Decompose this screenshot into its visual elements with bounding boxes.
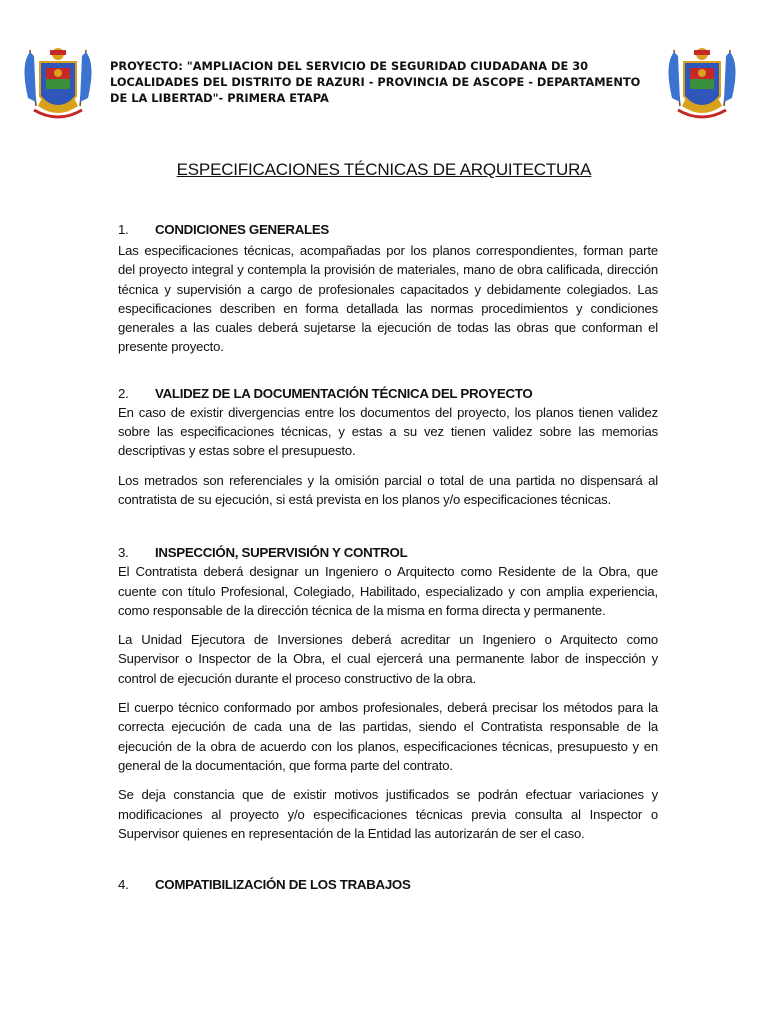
section-heading xyxy=(118,875,658,894)
document-body xyxy=(118,220,658,894)
coat-of-arms-left-icon xyxy=(20,40,96,130)
paragraph: El cuerpo técnico conformado por ambos profesionales, deberá precisar los métodos para la correcta ejecución de cada una de las partidas, siendo el Contratista responsable de la ejecución de la obra de acuerdo con los planos, especificaciones técnicas, presupuesto y en general de la documentación, que forma parte del contrato. xyxy=(118,700,658,773)
section-heading xyxy=(118,384,658,403)
section-title: CONDICIONES GENERALES xyxy=(155,222,329,237)
section-number: 2. xyxy=(118,385,129,401)
paragraph: El Contratista deberá designar un Ingeniero o Arquitecto como Residente de la Obra, que cuente con título Profesional, Colegiado, Habilitado, especializado y con amplia experiencia, como responsable de la dirección técnica de la misma en forma directa y permanente. xyxy=(118,564,658,618)
paragraph: Se deja constancia que de existir motivos justificados se podrán efectuar variaciones y modificaciones al proyecto y/o especificaciones técnicas previa consulta al Inspector o Supervisor quienes en representación de la Entidad las autorizarán de ser el caso. xyxy=(118,787,658,841)
coat-of-arms-right-icon xyxy=(664,40,740,130)
section-inspeccion-supervision xyxy=(118,543,658,843)
paragraph: En caso de existir divergencias entre los documentos del proyecto, los planos tienen validez sobre las especificaciones técnicas, y estas a su vez tienen validez sobre las memorias descriptivas y estas sobre el presupuesto. xyxy=(118,404,658,459)
section-heading xyxy=(118,220,658,239)
section-validez-documentacion xyxy=(118,384,658,509)
section-number: 3. xyxy=(118,545,129,561)
section-number: 4. xyxy=(118,877,129,893)
section-title: INSPECCIÓN, SUPERVISIÓN Y CONTROL xyxy=(155,545,408,561)
project-header: PROYECTO: "AMPLIACION DEL SERVICIO DE SEGURIDAD CIUDADANA DE 30 LOCALIDADES DEL DISTRITO DE RAZURI - PROVINCIA DE ASCOPE - DEPARTAMENTO DE LA LIBERTAD"- PRIMERA ETAPA xyxy=(110,59,641,105)
section-title: VALIDEZ DE LA DOCUMENTACIÓN TÉCNICA DEL PROYECTO xyxy=(155,385,533,401)
paragraph: Los metrados son referenciales y la omisión parcial o total de una partida no dispensará al contratista de su ejecución, si está prevista en los planos y/o especificaciones técnicas. xyxy=(118,472,658,507)
section-heading xyxy=(118,543,658,562)
paragraph: Las especificaciones técnicas, acompañadas por los planos correspondientes, forman parte del proyecto integral y contempla la provisión de materiales, mano de obra calificada, dirección técnica y supervisión a cargo de profesionales capacitados y debidamente colegiados. Las especificaciones describen en forma detallada las normas procedimientos y condiciones generales a las cuales deberá sujetarse la ejecución de todas las obras que conforman el presente proyecto. xyxy=(118,243,658,355)
section-condiciones-generales xyxy=(118,220,658,357)
section-compatibilizacion xyxy=(118,875,658,894)
section-title: COMPATIBILIZACIÓN DE LOS TRABAJOS xyxy=(155,877,411,893)
paragraph: La Unidad Ejecutora de Inversiones deberá acreditar un Ingeniero o Arquitecto como Supervisor o Inspector de la Obra, el cual ejercerá una permanente labor de inspección y control de ejecución durante el proceso constructivo de la obra. xyxy=(118,632,658,686)
document-title: ESPECIFICACIONES TÉCNICAS DE ARQUITECTURA xyxy=(176,160,592,179)
section-number: 1. xyxy=(118,222,129,237)
